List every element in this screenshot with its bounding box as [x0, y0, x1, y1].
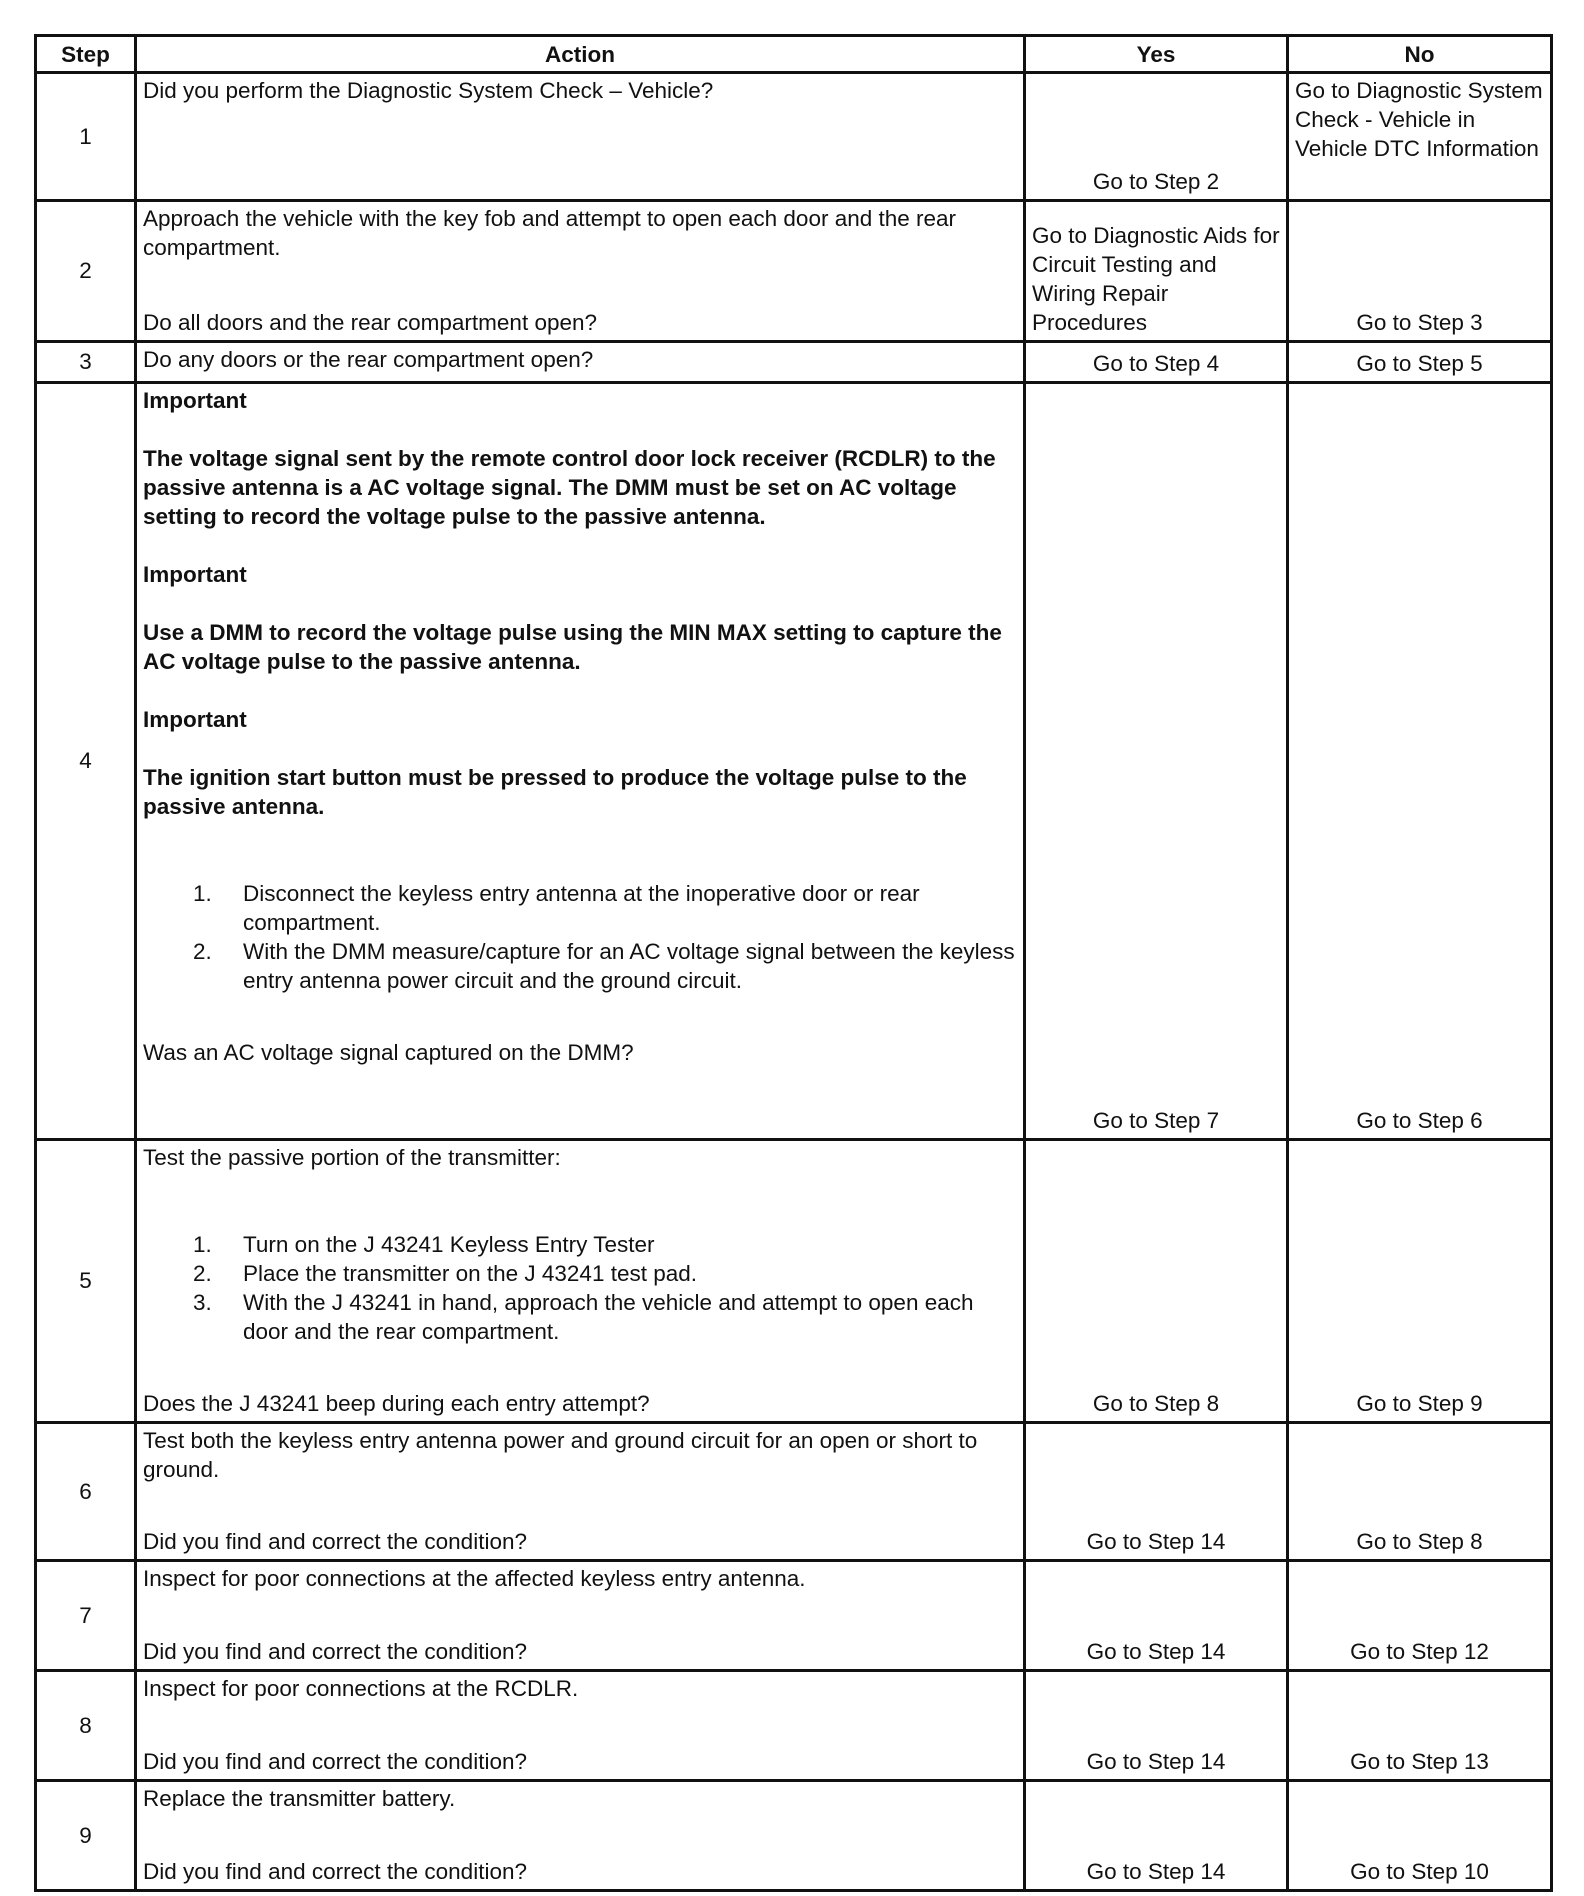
- header-no: No: [1288, 36, 1552, 73]
- action-cell: [136, 1561, 1025, 1671]
- action-text: Inspect for poor connections at the RCDLR.: [143, 1676, 579, 1701]
- yes-cell: Go to Step 4: [1025, 342, 1288, 383]
- important-note: The voltage signal sent by the remote control door lock receiver (RCDLR) to the passive antenna is a AC voltage signal. The DMM must be set on AC voltage setting to record the voltage pulse to the passive antenna.: [143, 446, 996, 529]
- yes-cell: Go to Step 14: [1025, 1423, 1288, 1561]
- yes-cell: Go to Step 14: [1025, 1561, 1288, 1671]
- table-row-step-3: [36, 342, 1552, 383]
- important-note: Use a DMM to record the voltage pulse using the MIN MAX setting to capture the AC voltage pulse to the passive antenna.: [143, 620, 1002, 674]
- action-text: Test the passive portion of the transmitter:: [143, 1145, 561, 1170]
- no-cell: Go to Step 5: [1288, 342, 1552, 383]
- step-number: 8: [36, 1671, 136, 1781]
- action-text: Test both the keyless entry antenna power and ground circuit for an open or short to ground.: [143, 1428, 978, 1482]
- action-text: Inspect for poor connections at the affected keyless entry antenna.: [143, 1566, 806, 1591]
- step-number: 7: [36, 1561, 136, 1671]
- list-item: 3. With the J 43241 in hand, approach the vehicle and attempt to open each door and the rear compartment.: [193, 1290, 974, 1344]
- no-cell: Go to Diagnostic System Check - Vehicle in Vehicle DTC Information: [1288, 73, 1552, 201]
- yes-cell: Go to Step 14: [1025, 1671, 1288, 1781]
- header-row: [36, 36, 1552, 73]
- list-item: 1. Turn on the J 43241 Keyless Entry Tester: [193, 1232, 655, 1257]
- action-cell: [136, 1423, 1025, 1561]
- table-row-step-4: [36, 383, 1552, 1140]
- yes-cell: Go to Step 7: [1025, 383, 1288, 1140]
- action-text: Did you perform the Diagnostic System Check – Vehicle?: [143, 78, 714, 103]
- no-cell: Go to Step 13: [1288, 1671, 1552, 1781]
- action-text: Do any doors or the rear compartment open?: [143, 347, 594, 372]
- step-number: 1: [36, 73, 136, 201]
- action-question: Did you find and correct the condition?: [143, 1639, 527, 1664]
- diagnostic-table: [34, 34, 1553, 1892]
- action-cell: [136, 73, 1025, 201]
- yes-cell: Go to Step 8: [1025, 1140, 1288, 1423]
- action-question: Did you find and correct the condition?: [143, 1859, 527, 1884]
- no-cell: Go to Step 6: [1288, 383, 1552, 1140]
- table-row-step-1: [36, 73, 1552, 201]
- table-row-step-9: [36, 1781, 1552, 1891]
- action-cell: [136, 383, 1025, 1140]
- procedure-list: [143, 879, 1017, 995]
- procedure-list: [143, 1230, 1017, 1346]
- important-note: The ignition start button must be pressed to produce the voltage pulse to the passive antenna.: [143, 765, 967, 819]
- no-cell: Go to Step 3: [1288, 201, 1552, 342]
- important-label: Important: [143, 562, 247, 587]
- action-question: Do all doors and the rear compartment open?: [143, 310, 598, 335]
- yes-cell: Go to Step 14: [1025, 1781, 1288, 1891]
- important-label: Important: [143, 707, 247, 732]
- header-step: Step: [36, 36, 136, 73]
- list-item: 2. Place the transmitter on the J 43241 test pad.: [193, 1261, 698, 1286]
- table-row-step-2: [36, 201, 1552, 342]
- action-question: Did you find and correct the condition?: [143, 1749, 527, 1774]
- action-question: Does the J 43241 beep during each entry attempt?: [143, 1391, 650, 1416]
- table-row-step-5: [36, 1140, 1552, 1423]
- no-cell: Go to Step 9: [1288, 1140, 1552, 1423]
- header-action: Action: [136, 36, 1025, 73]
- action-cell: [136, 342, 1025, 383]
- header-yes: Yes: [1025, 36, 1288, 73]
- step-number: 9: [36, 1781, 136, 1891]
- important-label: Important: [143, 388, 247, 413]
- table-row-step-7: [36, 1561, 1552, 1671]
- action-cell: [136, 1781, 1025, 1891]
- list-item: 2. With the DMM measure/capture for an AC voltage signal between the keyless entry antenna power circuit and the ground circuit.: [193, 939, 1015, 993]
- action-text: Approach the vehicle with the key fob and attempt to open each door and the rear compartment.: [143, 206, 957, 260]
- no-cell: Go to Step 12: [1288, 1561, 1552, 1671]
- step-number: 5: [36, 1140, 136, 1423]
- action-question: Was an AC voltage signal captured on the DMM?: [143, 1040, 634, 1065]
- action-text: Replace the transmitter battery.: [143, 1786, 456, 1811]
- list-item: 1. Disconnect the keyless entry antenna at the inoperative door or rear compartment.: [193, 881, 920, 935]
- action-cell: [136, 201, 1025, 342]
- step-number: 3: [36, 342, 136, 383]
- yes-cell: Go to Diagnostic Aids for Circuit Testing and Wiring Repair Procedures: [1025, 201, 1288, 342]
- no-cell: Go to Step 8: [1288, 1423, 1552, 1561]
- step-number: 4: [36, 383, 136, 1140]
- table-row-step-6: [36, 1423, 1552, 1561]
- action-question: Did you find and correct the condition?: [143, 1529, 527, 1554]
- no-cell: Go to Step 10: [1288, 1781, 1552, 1891]
- yes-cell: Go to Step 2: [1025, 73, 1288, 201]
- table-row-step-8: [36, 1671, 1552, 1781]
- action-cell: [136, 1140, 1025, 1423]
- action-cell: [136, 1671, 1025, 1781]
- step-number: 2: [36, 201, 136, 342]
- step-number: 6: [36, 1423, 136, 1561]
